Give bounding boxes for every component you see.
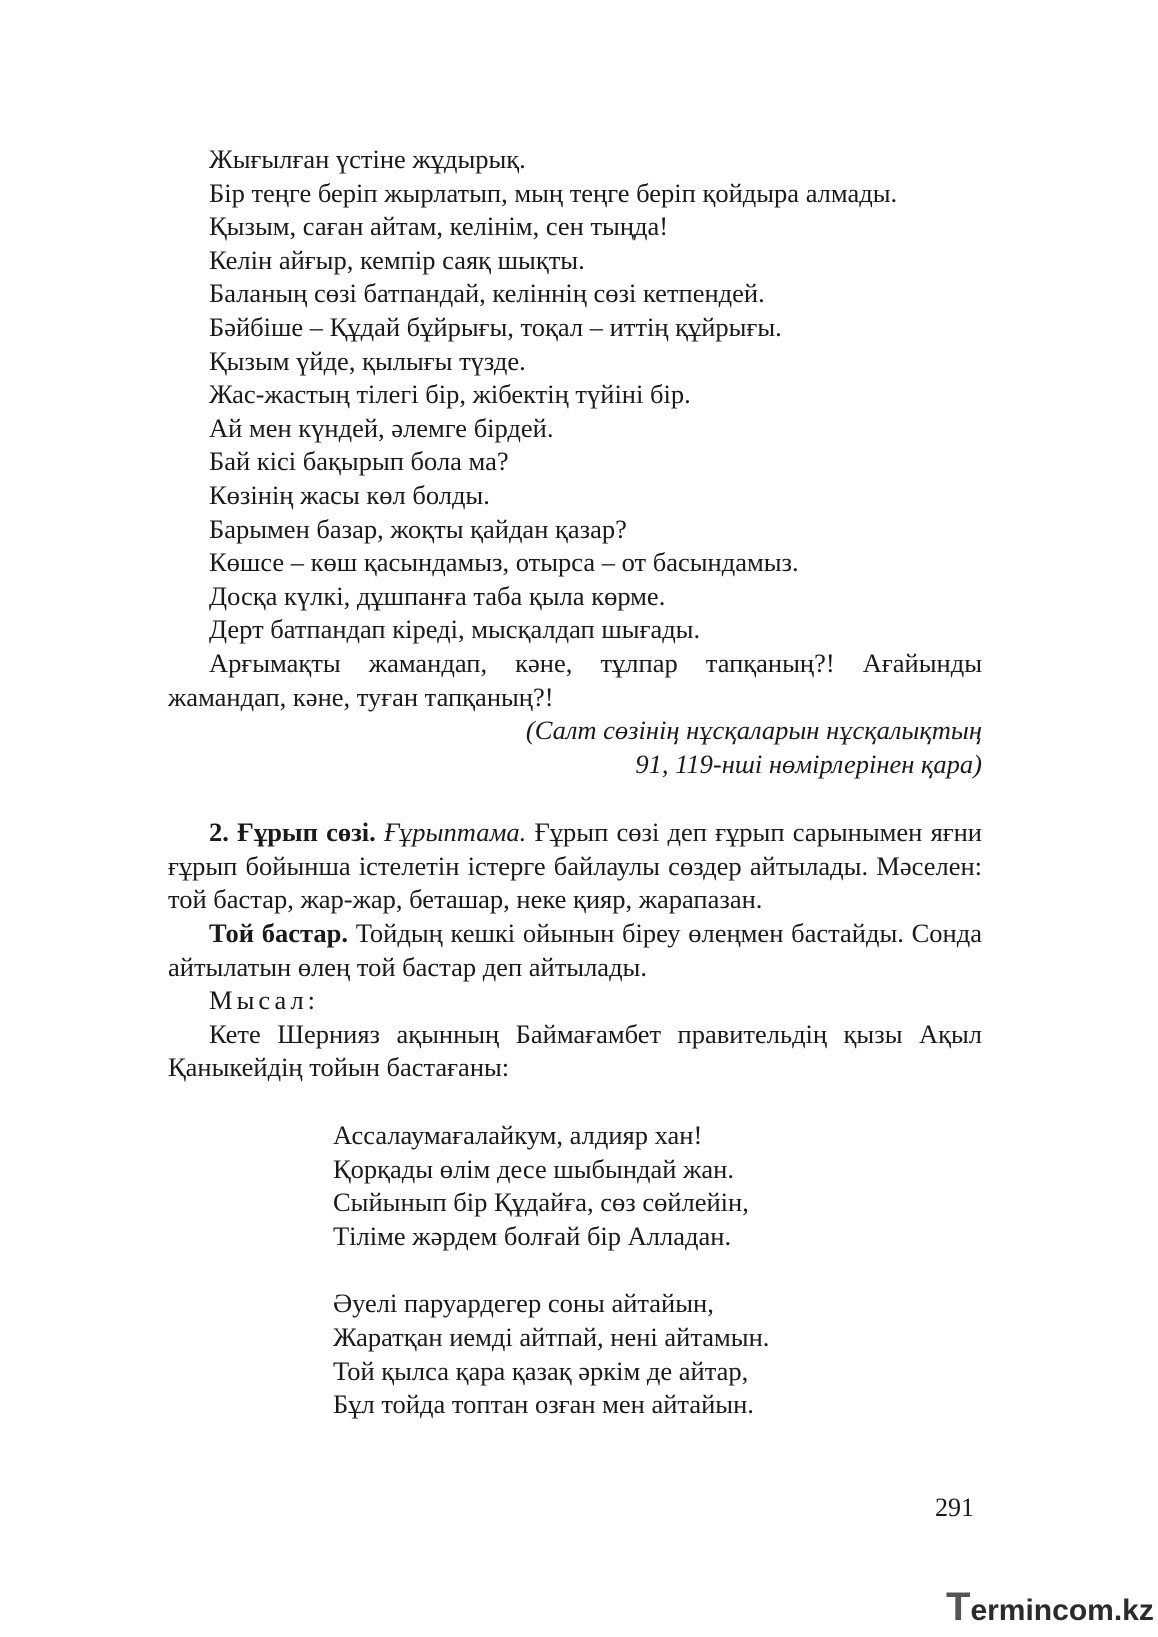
verse-line: Сыйынып бір Құдайға, сөз сөйлейін,	[333, 1187, 749, 1218]
section-paragraph	[168, 816, 982, 917]
verse-line: Ассалаумағалайкум, алдияр хан!	[333, 1120, 703, 1150]
proverb-line: Жығылған үстіне жұдырық.	[209, 144, 526, 174]
proverb-line: Бір теңге беріп жырлатып, мың теңге беріп қойдыра алмады.	[209, 177, 898, 208]
proverb-line: Ай мен күндей, әлемге бірдей.	[209, 412, 554, 443]
proverb-line: Баланың сөзі батпандай, келіннің сөзі кетпендей.	[209, 278, 765, 309]
terminkom-logo	[946, 1585, 1154, 1630]
proverb-line: Бәйбіше – Құдай бұйрығы, тоқал – иттің құйрығы.	[209, 311, 782, 342]
proverb-line: Келін айғыр, кемпір саяқ шықты.	[209, 244, 585, 275]
section-gap	[168, 781, 982, 816]
section-term: Ғұрыптама.	[383, 817, 527, 848]
verse-line: Қорқады өлім десе шыбындай жан.	[333, 1153, 734, 1184]
logo-text: ermincom.kz	[970, 1594, 1154, 1627]
proverb-line: Қызым, саған айтам, келінім, сен тыңда!	[209, 211, 669, 242]
verse-line: Бұл тойда топтан озған мен айтайын.	[333, 1389, 754, 1420]
stanza-gap	[333, 1253, 769, 1287]
example-intro: Кете Шернияз ақынның Баймағамбет правительдің қызы Ақыл Қаныкейдің тойын бастағаны:	[168, 1018, 982, 1083]
toi-bastar-paragraph	[168, 917, 982, 984]
page-number: 291	[935, 1493, 974, 1522]
section-title: 2. Ғұрып сөзі.	[209, 817, 376, 848]
proverb-line: Барымен базар, жоқты қайдан қазар?	[209, 513, 627, 544]
verse-line: Той қылса қара қазақ әркім де айтар,	[333, 1355, 749, 1386]
proverb-line: Қызым үйде, қылығы түзде.	[209, 345, 526, 376]
proverb-line: Дерт батпандап кіреді, мысқалдап шығады.	[209, 614, 701, 645]
proverb-line: Досқа күлкі, дұшпанға таба қыла көрме.	[209, 580, 666, 611]
upper-text-block	[168, 143, 982, 1085]
verse-line: Жаратқан иемді айтпай, нені айтамын.	[333, 1321, 770, 1352]
verse-line: Әуелі паруардегер соны айтайын,	[333, 1288, 714, 1319]
toi-bastar-title: Той бастар.	[209, 918, 348, 949]
poem	[333, 1119, 769, 1422]
source-note-line-1: (Салт сөзінің нұсқаларын нұсқалықтың	[525, 715, 982, 746]
example-label: Мысал:	[209, 985, 320, 1016]
proverb-line: Бай кісі бақырып бола ма?	[209, 446, 509, 477]
proverb-line: Көзінің жасы көл болды.	[209, 479, 490, 510]
source-note-line-2: 91, 119-нші нөмірлерінен қара)	[635, 748, 982, 779]
logo-initial: T	[946, 1585, 971, 1629]
proverb-line: Арғымақты жамандап, кәне, тұлпар тапқаның?! Ағайынды жамандап, кәне, туған тапқаның?!	[168, 647, 982, 712]
section-body: Ғұрып сөзі деп ғұрып сарынымен яғни ғұрып бойынша істелетін істерге байлаулы сөздер айтылады. Мәселен: той бастар, жар-жар, беташар, неке қияр, жарапазан.	[168, 817, 982, 915]
proverb-line: Жас-жастың тілегі бір, жібектің түйіні бір.	[209, 379, 691, 410]
proverb-line: Көшсе – көш қасындамыз, отырса – от басындамыз.	[209, 547, 799, 578]
verse-line: Тіліме жәрдем болғай бір Алладан.	[333, 1220, 732, 1251]
toi-bastar-body: Тойдың кешкі ойынын біреу өлеңмен бастайды. Сонда айтылатын өлең той бастар деп айтылады.	[168, 918, 982, 982]
